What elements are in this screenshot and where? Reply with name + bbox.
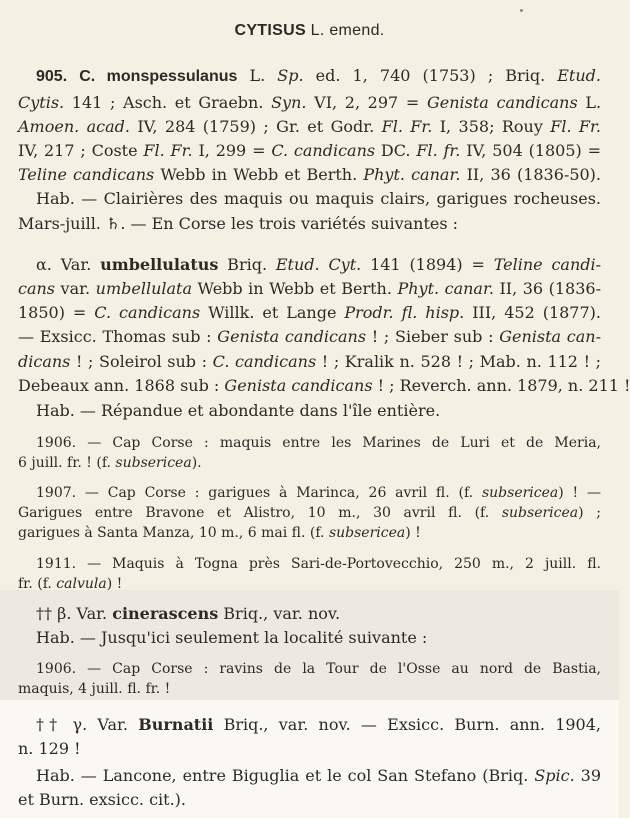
text: II, 36 (1836-50). [460,165,602,184]
italic-text: C. candicans [212,352,317,371]
var-alpha-line-2 [18,279,601,298]
var-alpha-line-1 [36,255,601,274]
text: ! ; Soleirol sub : [70,352,213,371]
equals-sign: = [252,141,266,160]
var-gamma-line-1 [36,715,601,734]
italic-text: subsericea [115,455,192,471]
italic-text: cans [18,279,56,298]
text: III, 452 (1877). [464,303,601,322]
text: 1907. — Cap Corse : garigues à Marinca, 26 avril fl. (f. [36,485,482,501]
text: DC. [375,141,417,160]
var-gamma-line-2: n. 129 ! [18,739,81,758]
text: ) ! — [558,485,601,501]
record-1907-line-2 [18,505,601,522]
text [485,255,494,274]
italic-text: Phyt. canar. [363,165,461,184]
var-beta-line-1 [36,604,601,623]
italic-text: Amoen. acad. [18,117,130,136]
text: †† γ. Var. [36,715,139,734]
record-1906-line-1: 1906. — Cap Corse : maquis entre les Marines de Luri et de Meria, [36,435,601,451]
entry-number: 905. [36,68,68,85]
text: Debeaux ann. 1868 sub : [18,376,225,395]
page-title [0,22,619,40]
text: ed. 1, 740 (1753) ; Briq. [303,66,558,85]
record-1907-line-1 [36,485,601,502]
italic-text: Phyt. canar. [397,279,494,298]
var-alpha-line-4 [18,327,601,346]
italic-text: Prodr. fl. hisp. [344,303,465,322]
italic-text: Fl. Fr. [550,117,602,136]
variety-name: umbellulatus [100,255,219,274]
text: Briq., var. nov. [218,604,341,623]
text: ! ; Kralik n. 528 ! ; Mab. n. 112 ! ; [316,352,602,371]
equals-sign: = [72,303,87,322]
entry-habitat-2: Mars-juill. ♄. — En Corse les trois variétés suivantes : [18,214,459,233]
text: IV, 284 (1759) ; Gr. et Godr. [129,117,382,136]
text: ) ; [578,505,601,521]
text: α. Var. [36,255,101,274]
text: I, 358; Rouy [432,117,551,136]
italic-text: Genista candicans [426,93,578,112]
text: var. [55,279,96,298]
var-beta-record-line-2: maquis, 4 juill. fl. fr. ! [18,681,171,697]
text: †† β. Var. [36,604,113,623]
text: 141 (1894) [361,255,472,274]
italic-text: umbellulata [95,279,193,298]
text: L. [577,93,602,112]
equals-sign: = [587,141,602,160]
italic-text: calvula [56,576,107,592]
italic-text: subsericea [501,505,579,521]
italic-text: C. candicans [94,303,201,322]
italic-text: subsericea [481,485,559,501]
entry-line-1 [36,66,601,86]
var-beta-habitat: Hab. — Jusqu'ici seulement la localité suivante : [36,628,428,647]
italic-text: Genista candicans [217,327,367,346]
record-1911-line-2 [18,576,601,593]
italic-text: Fl. Fr. [143,141,193,160]
text: Webb in Webb et Berth. [154,165,364,184]
text: IV, 217 ; Coste [18,141,144,160]
italic-text: Cytis. [18,93,65,112]
text: fr. (f. [18,576,57,592]
species-name: C. monspessulanus [79,68,238,85]
text: Briq. [218,255,276,274]
italic-text: Spic. [534,766,575,785]
entry-habitat-1: Hab. — Clairières des maquis ou maquis clairs, garigues rocheuses. [36,189,601,208]
equals-sign: = [471,255,485,274]
text: Garigues entre Bravone et Alistro, 10 m., 30 avril fl. (f. [18,505,502,521]
italic-text: Genista candicans [224,376,373,395]
text [419,93,427,112]
italic-text: subsericea [328,525,406,541]
text: ). [191,455,202,471]
equals-sign: = [405,93,420,112]
text: IV, 504 (1805) [460,141,588,160]
var-gamma-habitat-1 [36,766,601,785]
record-1907-line-3 [18,525,601,542]
entry-line-3 [18,117,601,136]
text: I, 299 [192,141,253,160]
italic-text: C. candicans [271,141,376,160]
italic-text: Etud. [557,66,601,85]
text: Webb in Webb et Berth. [192,279,398,298]
italic-text: Genista can- [499,327,601,346]
record-1906-line-2 [18,455,601,472]
text: II, 36 (1836- [493,279,602,298]
italic-text: Teline candi- [493,255,602,274]
entry-line-5 [18,165,601,184]
text: ) ! [106,576,123,592]
italic-text: Fl. Fr. [381,117,433,136]
text: 6 juill. fr. ! (f. [18,455,116,471]
title-genus: CYTISUS [234,22,306,39]
text: ) ! [405,525,421,541]
entry-line-2 [18,93,601,112]
var-alpha-habitat: Hab. — Répandue et abondante dans l'île entière. [36,401,441,420]
entry-line-4 [18,141,601,160]
italic-text: dicans [18,352,71,371]
text: Hab. — Lancone, entre Biguglia et le col San Stefano (Briq. [36,766,535,785]
text: — Exsicc. Thomas sub : [18,327,218,346]
scan-speck [520,9,523,12]
text: 141 ; Asch. et Graebn. [64,93,272,112]
var-gamma-habitat-2: et Burn. exsicc. cit.). [18,790,187,809]
record-1911-line-1: 1911. — Maquis à Togna près Sari-de-Portovecchio, 250 m., 2 juill. fl. [36,556,601,572]
italic-text: Syn. [271,93,307,112]
text: 1850) [18,303,73,322]
text: garigues à Santa Manza, 10 m., 6 mai fl. (f. [18,525,329,541]
text: Briq., var. nov. — Exsicc. Burn. ann. 1904, [213,715,601,734]
text: Willk. et Lange [200,303,345,322]
var-alpha-line-5 [18,352,601,371]
italic-text: Fl. fr. [416,141,461,160]
variety-name: Burnatii [138,715,214,734]
text: ! ; Reverch. ann. 1879, n. 211 ! [372,376,630,395]
italic-text: Teline candicans [18,165,155,184]
var-alpha-line-6 [18,376,630,395]
text: 39 [574,766,601,785]
var-alpha-line-3 [18,303,601,322]
text: L. [237,66,278,85]
text: VI, 2, 297 [306,93,406,112]
var-beta-record-line-1: 1906. — Cap Corse : ravins de la Tour de l'Osse au nord de Bastia, [36,661,601,677]
variety-name: cinerascens [112,604,219,623]
text: ! ; Sieber sub : [366,327,500,346]
title-authority: L. emend. [305,22,385,39]
italic-text: Sp. [277,66,304,85]
italic-text: Etud. Cyt. [275,255,362,274]
